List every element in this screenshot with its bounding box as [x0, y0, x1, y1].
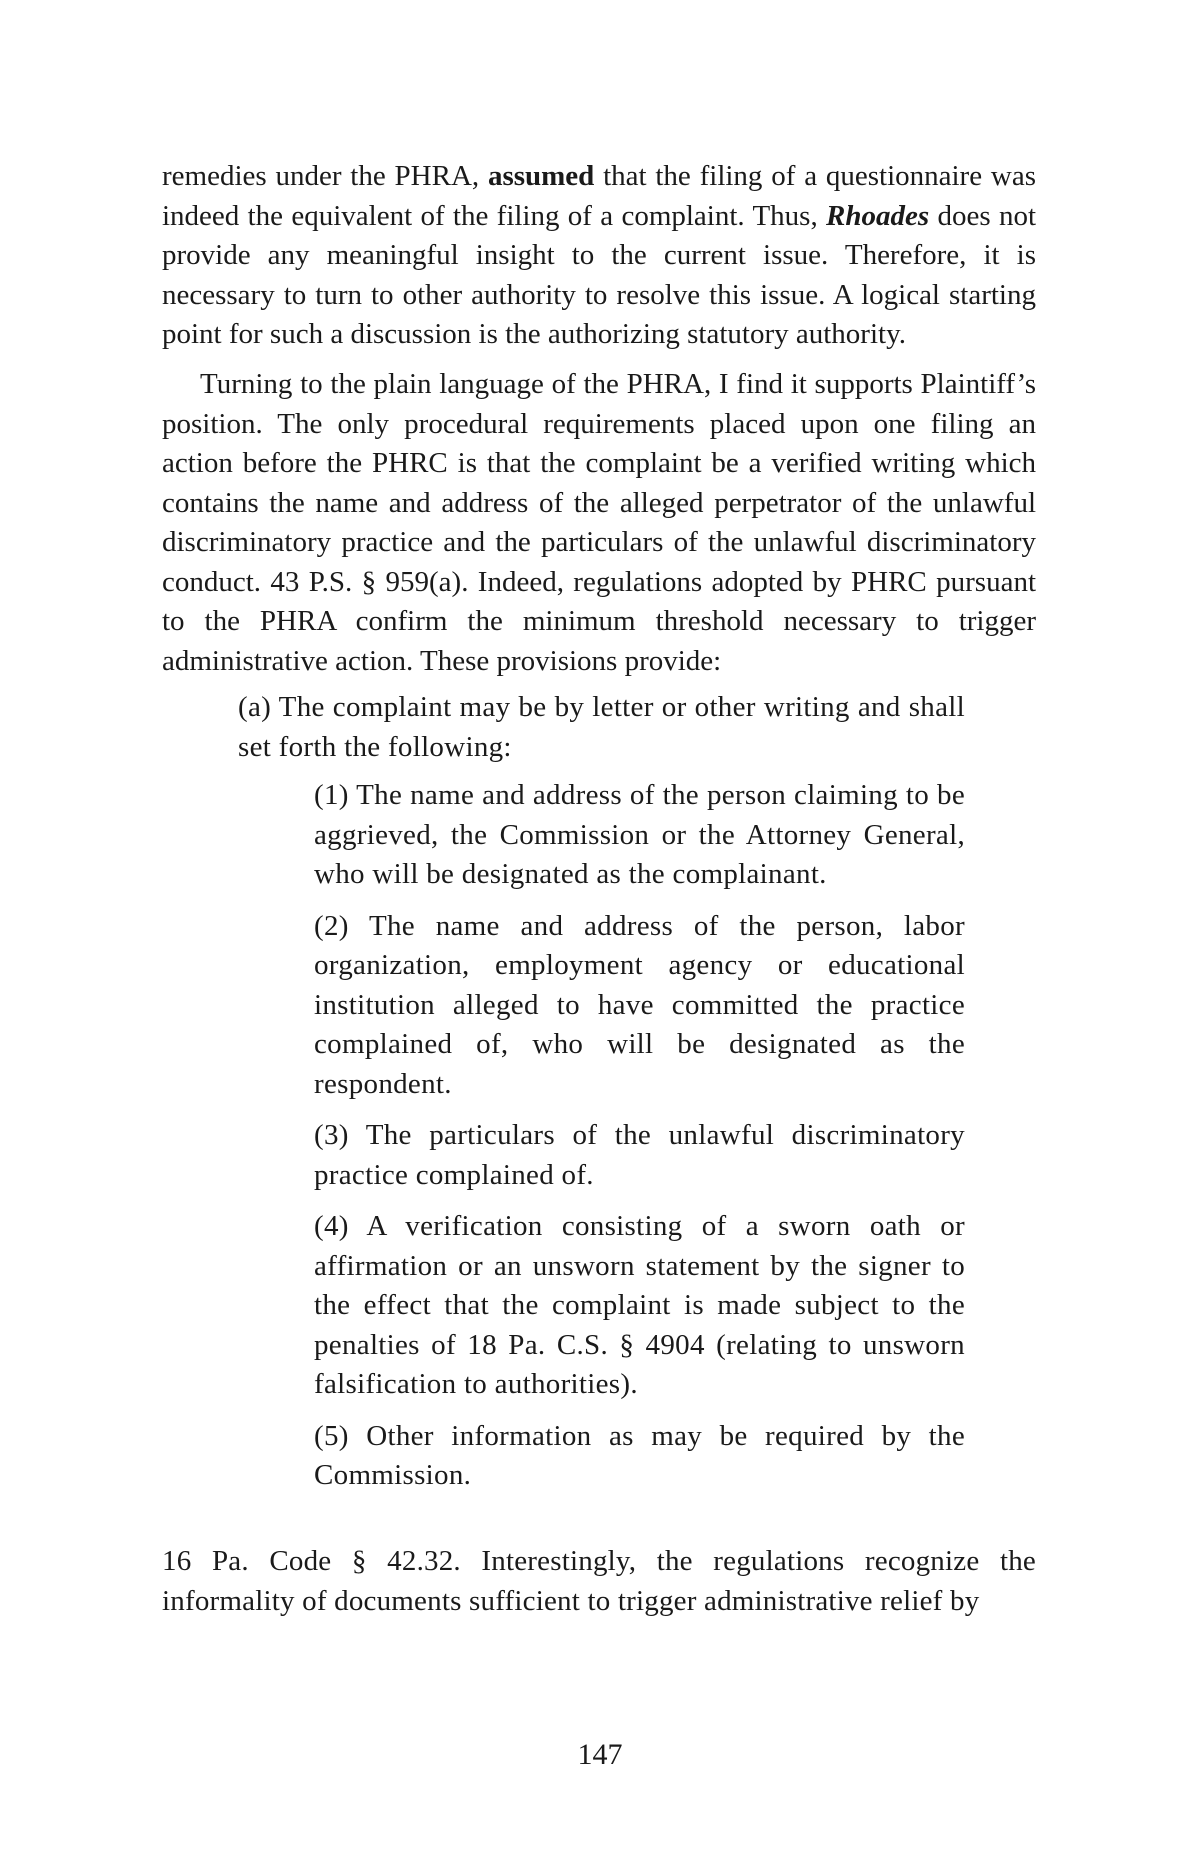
block-quote-intro: (a) The complaint may be by letter or other writing and shall set forth the following:: [238, 691, 965, 763]
paragraph-text: 16 Pa. Code § 42.32. Interestingly, the regulations recognize the informality of documents sufficient to trigger administrative relief by: [162, 1545, 1036, 1617]
quote-item-3: (3) The particulars of the unlawful discriminatory practice complained of.: [314, 1119, 965, 1191]
quote-item-1: (1) The name and address of the person claiming to be aggrieved, the Commission or the Attorney General, who will be designated as the complainant.: [314, 779, 965, 890]
paragraph-text: [162, 157, 1036, 355]
block-quote-list: [314, 776, 965, 1508]
text-run: remedies under the PHRA,: [162, 160, 488, 192]
text-run: that the filing of a questionnaire was indeed the equivalent of the filing of a complaint. Thus,: [162, 160, 1036, 232]
case-name-rhoades: Rhoades: [826, 199, 930, 232]
paragraph-rhoades: [162, 157, 1036, 355]
quote-item-5: (5) Other information as may be required by the Commission.: [314, 1419, 965, 1491]
paragraph-plain-language: [162, 365, 1036, 681]
quote-item-2: (2) The name and address of the person, labor organization, employment agency or educational institution alleged to have committed the practice complained of, who will be designated as the respondent.: [314, 909, 965, 1100]
paragraph-citation: [162, 1542, 1036, 1621]
quote-item-4: (4) A verification consisting of a sworn oath or affirmation or an unsworn statement by the signer to the effect that the complaint is made subject to the penalties of 18 Pa. C.S. § 4904 (relating to unsworn falsification to authorities).: [314, 1210, 965, 1400]
text-run: does not provide any meaningful insight to the current issue. Therefore, it is necessary to turn to other authority to resolve this issue. A logical starting point for such a discussion is the authorizing statutory authority.: [162, 199, 1037, 350]
emphasis-assumed: assumed: [487, 160, 595, 192]
paragraph-text: Turning to the plain language of the PHRA, I find it supports Plaintiff’s position. The only procedural requirements placed upon one filing an action before the PHRC is that the complaint be a verified writing which contains the name and address of the alleged perpetrator of the unlawful discriminatory practice and the particulars of the unlawful discriminatory conduct. 43 P.S. § 959(a). Indeed, regulations adopted by PHRC pursuant to the PHRA confirm the minimum threshold necessary to trigger administrative action. These provisions provide:: [162, 368, 1036, 677]
page-number: 147: [577, 1738, 623, 1771]
